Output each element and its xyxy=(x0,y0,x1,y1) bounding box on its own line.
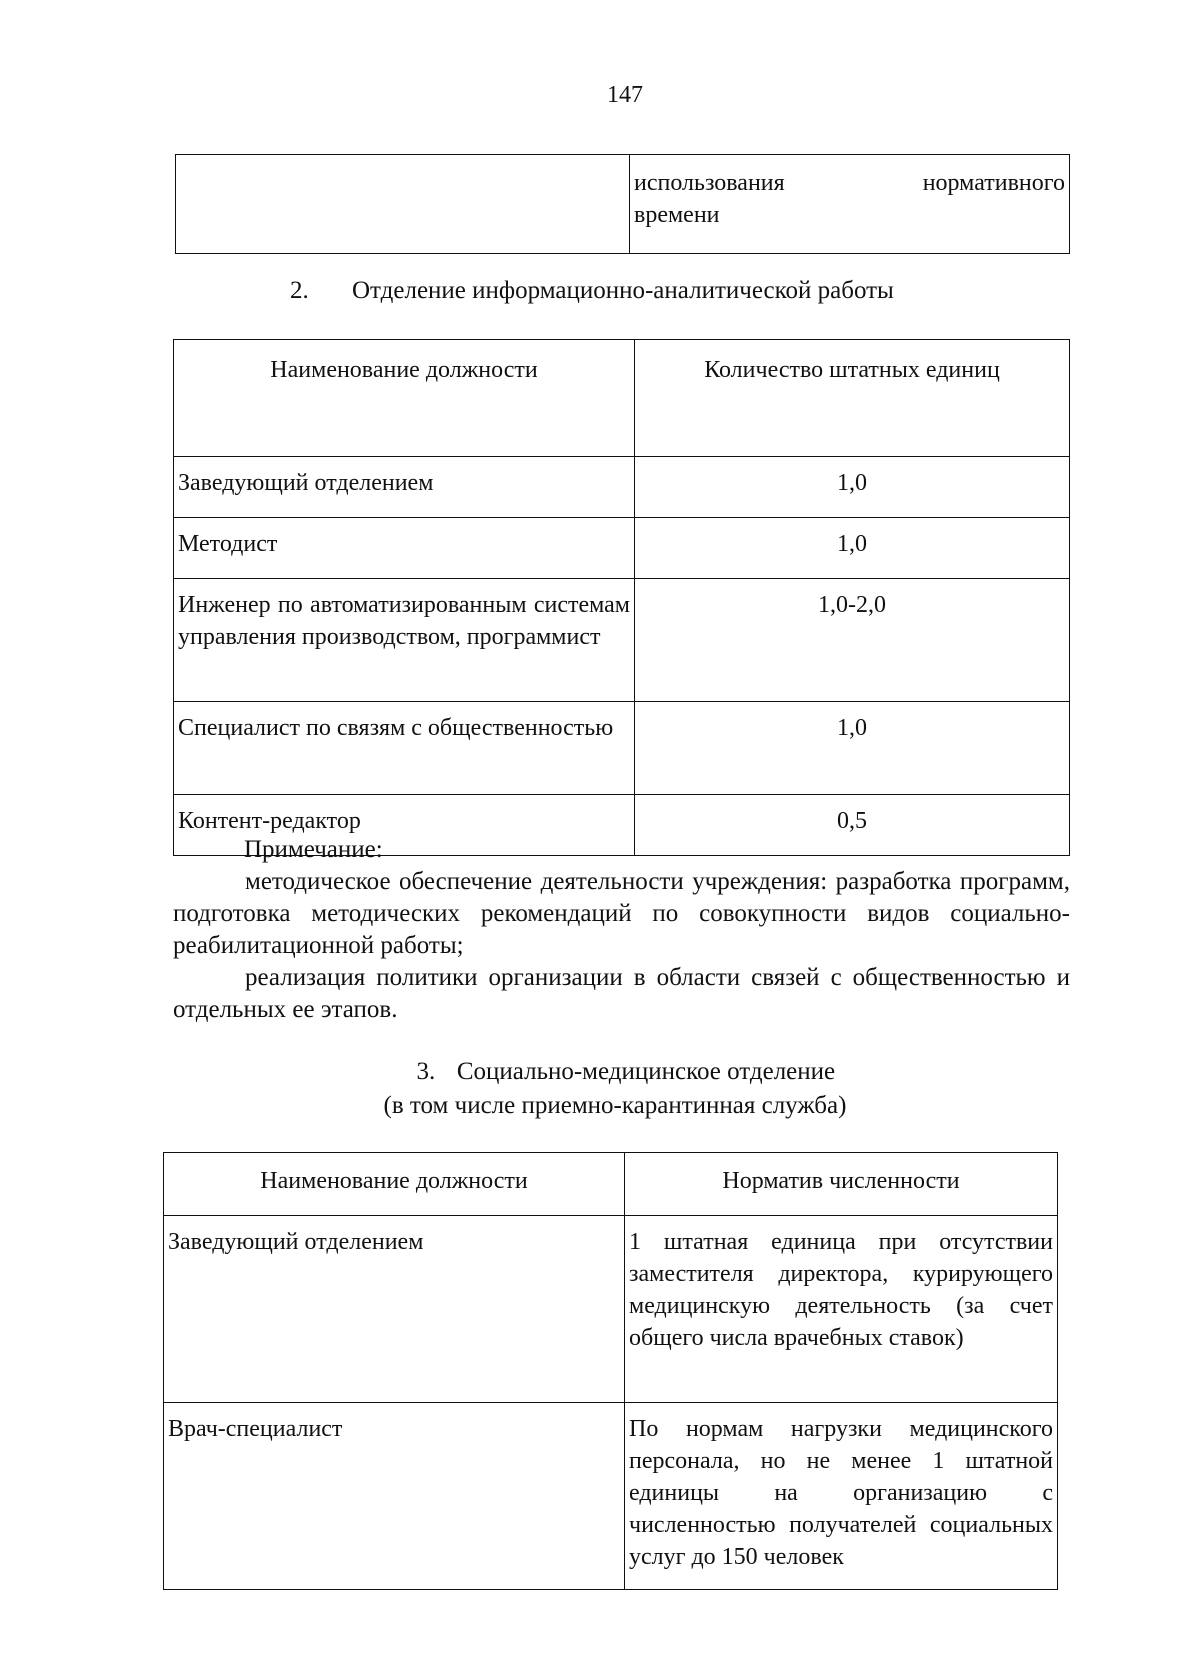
section-3-heading xyxy=(0,1056,1200,1088)
note-paragraph: методическое обеспечение деятельности учреждения: разработка программ, подготовка методических рекомендаций по совокупности видов социально-реабилитационной работы; xyxy=(173,868,1070,959)
header-position: Наименование должности xyxy=(164,1153,625,1216)
table-header-row xyxy=(174,340,1070,457)
table-row xyxy=(164,1403,1058,1590)
cell-count: 1,0 xyxy=(635,702,1070,795)
cell-count: 1,0 xyxy=(635,518,1070,579)
table-cell-empty xyxy=(176,155,630,254)
cell-position: Методист xyxy=(174,518,635,579)
table-row xyxy=(174,457,1070,518)
section-number: 2. xyxy=(290,277,309,304)
header-position: Наименование должности xyxy=(174,340,635,457)
section-2-heading xyxy=(290,275,894,307)
cell-position: Заведующий отделением xyxy=(164,1216,625,1403)
cell-position: Заведующий отделением xyxy=(174,457,635,518)
table-cell-continuation xyxy=(630,155,1070,254)
section-title: Социально-медицинское отделение xyxy=(456,1058,836,1085)
note-paragraph: реализация политики организации в области связей с общественностью и отдельных ее этапов. xyxy=(173,964,1070,1023)
page-number: 147 xyxy=(607,82,643,108)
table-header-row xyxy=(164,1153,1058,1216)
header-count: Количество штатных единиц xyxy=(635,340,1070,457)
table-row xyxy=(176,155,1070,254)
table-row xyxy=(164,1216,1058,1403)
note-title: Примечание: xyxy=(244,836,383,863)
staff-table-section-2 xyxy=(173,339,1070,856)
cell-count: 1,0-2,0 xyxy=(635,579,1070,702)
cell-count: 1,0 xyxy=(635,457,1070,518)
cell-norm: По нормам нагрузки медицинского персонала, но не менее 1 штатной единицы на организацию с численностью получателей социальных услуг до 150 человек xyxy=(625,1403,1058,1590)
cell-position: Врач-специалист xyxy=(164,1403,625,1590)
table-row xyxy=(174,579,1070,702)
cell-position: Специалист по связям с общественностью xyxy=(174,702,635,795)
staff-table-section-3 xyxy=(163,1152,1058,1590)
cell-norm: 1 штатная единица при отсутствии заместителя директора, курирующего медицинскую деятельность (за счет общего числа врачебных ставок) xyxy=(625,1216,1058,1403)
section-3-subtitle: (в том числе приемно-карантинная служба) xyxy=(383,1092,847,1119)
section-number: 3. xyxy=(416,1058,436,1085)
table-row xyxy=(174,702,1070,795)
header-norm: Норматив численности xyxy=(625,1153,1058,1216)
cell-text: времени xyxy=(634,202,720,228)
cell-text: нормативного xyxy=(922,170,1065,196)
text-line xyxy=(634,167,1065,199)
cell-position: Инженер по автоматизированным системам управления производством, программист xyxy=(174,579,635,702)
cell-position: Контент-редактор xyxy=(174,795,635,856)
table-row xyxy=(174,518,1070,579)
continuation-table xyxy=(175,154,1070,254)
cell-count: 0,5 xyxy=(635,795,1070,856)
section-title: Отделение информационно-аналитической работы xyxy=(352,277,894,304)
cell-text: использования xyxy=(634,170,785,196)
